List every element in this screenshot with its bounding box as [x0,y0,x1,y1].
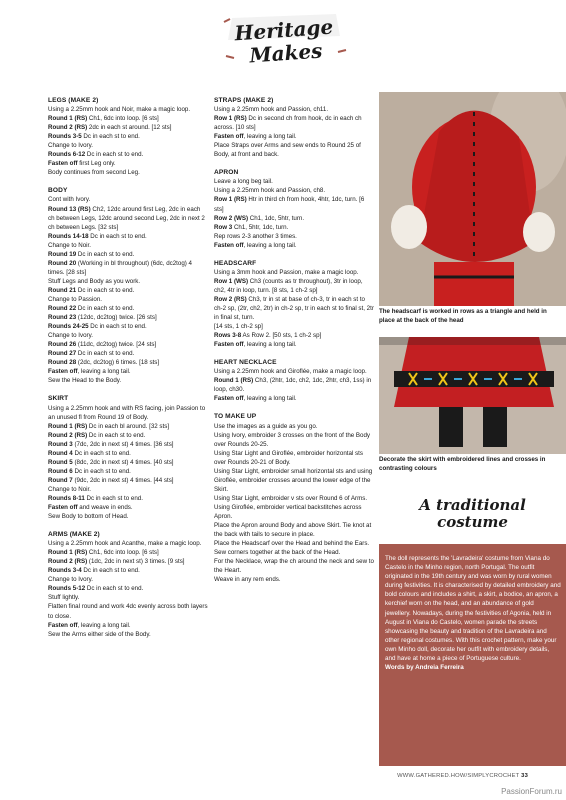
instruction-text: Dc in each st to end. [76,305,135,313]
instruction-line [48,295,208,304]
instruction-line [48,250,208,259]
instruction-text: Dc in each st to end. [81,133,140,141]
section-heading: STRAPS (MAKE 2) [214,97,274,104]
instruction-step-label: Round 3 [48,440,73,448]
doll-skirt-photo [379,337,566,454]
instruction-text: Stuff lightly. [48,594,80,602]
instruction-step-label: Rounds 8-11 [48,494,85,502]
instruction-line [48,367,208,376]
instruction-line [214,186,374,195]
instruction-line [214,539,374,557]
instruction-text: (8dc, 2dc in next st) 4 times. [40 sts] [72,458,174,466]
instruction-step-label: Rounds 5-12 [48,585,86,593]
feature-title-line2: costume [437,513,508,531]
instruction-text: , leaving a long tail. [243,133,297,141]
instruction-step-label: Round 2 (RS) [48,558,88,566]
page-number: 33 [521,773,528,779]
instruction-line [48,602,208,620]
instruction-line [48,376,208,385]
instruction-line [48,467,208,476]
instruction-line [48,322,208,331]
instruction-text: first Leg only. [77,160,116,168]
instruction-line [48,349,208,358]
instruction-text: (1dc, 2dc in next st) 3 times. [9 sts] [87,558,185,566]
instruction-step-label: Round 20 [48,259,77,267]
instruction-step-label: Rounds 3-4 [48,567,82,575]
instruction-step-label: Rows 3-8 [214,332,242,340]
instruction-step-label: Round 6 [48,467,73,475]
instruction-text: Sew the Arms either side of the Body. [48,630,151,638]
instruction-text: Ch3 (counts as tr throughout), 3tr in loop, ch2, 4tr in loop, turn. [8 sts, 1 ch-2 sp] [214,277,363,294]
page-footer [397,773,528,779]
instruction-text: Using a 3mm hook and Passion, make a magic loop. [214,268,359,276]
instruction-line [214,232,374,241]
instruction-step-label: Row 2 (RS) [214,295,247,303]
instruction-step-label: Round 13 (RS) [48,205,91,213]
feature-title [379,490,566,542]
instruction-line [48,512,208,521]
instruction-step-label: Round 2 (RS) [48,124,88,132]
pattern-section [214,259,374,349]
instruction-text: Cont with Ivory. [48,196,91,204]
instruction-text: Dc in each st to end. [85,585,144,593]
instruction-text: Dc in each st to end. [76,286,135,294]
instruction-line [48,539,208,548]
instruction-text: , leaving a long tail. [243,241,297,249]
instruction-line [48,159,208,168]
instruction-line [214,223,374,232]
instruction-line [48,259,208,277]
instruction-line [48,476,208,485]
instruction-step-label: Rounds 6-12 [48,151,86,159]
instruction-step-label: Round 2 (RS) [48,431,88,439]
instruction-line [48,557,208,566]
instruction-text: Weave in any rem ends. [214,576,281,584]
instruction-step-label: Fasten off [48,621,78,629]
instruction-text: Using Star Light, embroider v sts over Round 6 of Arms. [214,494,368,502]
instruction-text: (9dc, 2dc in next st) 4 times. [44 sts] [72,476,174,484]
instruction-line [214,557,374,575]
instruction-line [48,313,208,322]
instruction-step-label: Round 5 [48,458,73,466]
instruction-line [48,566,208,575]
instruction-text: Dc in each st to end. [87,431,146,439]
instruction-text: Htr in third ch from hook, 4htr, 1dc, turn. [6 sts] [214,196,365,213]
instruction-step-label: Round 1 (RS) [214,377,254,385]
instruction-line [214,340,374,349]
instruction-line [48,232,208,241]
instruction-text: Ch3, tr in st at base of ch-3, tr in each st to ch-2 sp, (2tr, ch2, 2tr) in ch-2 sp, tr in each st to final st, 2tr in final st, turn. [214,295,374,322]
instruction-step-label: Round 26 [48,341,77,349]
instruction-line [214,431,374,449]
instruction-line [48,630,208,639]
instruction-step-label: Row 1 (WS) [214,277,249,285]
logo-line1: Heritage [233,14,334,46]
pattern-section [214,412,374,584]
instruction-line [214,367,374,376]
instruction-text: 2dc in each st around. [12 sts] [87,124,172,132]
instruction-line [48,621,208,630]
instruction-line [214,376,374,394]
instruction-line [48,494,208,503]
instruction-step-label: Round 1 (RS) [48,549,88,557]
instruction-line [48,150,208,159]
instruction-text: For the Necklace, wrap the ch around the neck and sew to the Heart. [214,558,374,575]
instruction-line [48,114,208,123]
instruction-line [214,503,374,521]
instruction-step-label: Round 1 (RS) [48,115,88,123]
section-heading: APRON [214,169,239,177]
instruction-line [214,214,374,223]
instruction-step-label: Row 3 [214,223,233,231]
instruction-text: Body continues from second Leg. [48,169,140,177]
feature-body-text: The doll represents the 'Lavradeira' costume from Viana do Castelo in the Minho region, north Portugal. The outfit originated in the 19th century and was worn by rural women during festivities. It is characterised by detailed embroidery and bold colours and includes a shirt, a skirt, a bodice, an apron, a kerchief worn on the head, and an abundance of gold jewellery. Nowadays, during the festivities of Agonia, held in August in Viana do Castelo, women parade the streets showcasing the beauty and tradition of the Lavradeira and other regional costumes. With this crochet pattern, make your own Minho doll, decorate her outfit with embroidery details, and have at home a piece of Portuguese culture. [385,555,561,663]
instruction-text: , leaving a long tail. [77,368,131,376]
instruction-text: (2dc, dc2tog) 6 times. [18 sts] [76,359,160,367]
instruction-line [214,105,374,114]
instruction-line [48,503,208,512]
instruction-line [48,422,208,431]
instruction-text: Ch1, 6dc into loop. [6 sts] [87,115,159,123]
instruction-text: Using a 2.25mm hook and Passion, ch8. [214,187,326,195]
instruction-text: Using a 2.25mm hook and with RS facing, join Passion to an unused fl from Round 19 of Body. [48,404,206,421]
instruction-line [214,268,374,277]
instruction-text: Using a 2.25mm hook and Acanthe, make a magic loop. [48,540,202,548]
instruction-line [48,195,208,204]
instruction-line [48,449,208,458]
instruction-text: Change to Passion. [48,295,103,303]
instruction-step-label: Round 21 [48,286,77,294]
instruction-line [214,322,374,331]
feature-byline: Words by Andreia Ferreira [385,664,464,672]
instruction-line [48,277,208,286]
instruction-line [48,548,208,557]
instruction-text: Using a 2.25mm hook and Noir, make a magic loop. [48,106,191,114]
instruction-line [214,141,374,159]
instruction-text: Change to Ivory. [48,576,93,584]
instruction-text: Dc in each st to end. [88,232,147,240]
instruction-text: Ch1, 1dc, 5htr, turn. [248,214,305,222]
instruction-text: (12dc, dc2tog) twice. [26 sts] [76,314,157,322]
instruction-text: Using Giroflée, embroider vertical backstitches across Apron. [214,503,362,520]
instruction-step-label: Round 22 [48,305,77,313]
instruction-text: Dc in second ch from hook, dc in each ch across. [10 sts] [214,115,362,132]
instruction-line [214,575,374,584]
instruction-text: As Row 2. [50 sts, 1 ch-2 sp] [241,332,322,340]
instruction-text: Dc in each st to end. [81,567,140,575]
instruction-line [48,286,208,295]
instruction-line [48,440,208,449]
instruction-line [214,132,374,141]
instruction-text: Using Star Light and Giroflée, embroider horizontal sts over Rounds 20-21 of Body. [214,449,363,466]
instruction-text: Dc in each bl around. [32 sts] [87,422,170,430]
instruction-line [48,168,208,177]
instruction-text: Ch2, 12dc around first Leg, 2dc in each ch between Legs, 12dc around second Leg, 2dc in next 2 ch between Legs. [32 sts] [48,205,205,231]
section-heading: SKIRT [48,395,69,403]
instruction-text: Dc in each st to end. [88,323,147,331]
instruction-text: Ch1, 5htr, 1dc, turn. [232,223,289,231]
instruction-line [48,575,208,584]
instruction-step-label: Round 23 [48,314,77,322]
instruction-text: Place the Apron around Body and above Skirt. Tie knot at the back with tails to secure in place. [214,522,372,539]
instruction-text: Dc in each st to end. [84,494,143,502]
instruction-line [48,340,208,349]
instruction-step-label: Round 19 [48,250,77,258]
instruction-line [214,331,374,340]
instruction-step-label: Fasten off [48,160,78,168]
logo-line2: Makes [248,38,324,68]
instruction-line [48,241,208,250]
instruction-line [48,132,208,141]
footer-url: WWW.GATHERED.HOW/SIMPLYCROCHET [397,773,520,779]
section-heading: HEADSCARF [214,259,257,267]
instruction-line [48,458,208,467]
instruction-line [214,195,374,213]
instruction-text: Place the Headscarf over the Head and behind the Ears. Sew corners together at the back of the Head. [214,540,370,557]
pattern-section [214,168,374,249]
feature-title-line1: A traditional [419,496,526,514]
instruction-text: Sew the Head to the Body. [48,377,122,385]
instruction-step-label: Round 4 [48,449,73,457]
instruction-line [214,277,374,295]
section-heading: HEART NECKLACE [214,359,277,367]
instruction-step-label: Fasten off [214,395,244,403]
instruction-text: Sew Body to bottom of Head. [48,513,129,521]
instruction-line [214,241,374,250]
instruction-step-label: Row 1 (RS) [214,196,247,204]
instruction-line [48,123,208,132]
section-heading: ARMS (MAKE 2) [48,531,100,539]
instruction-line [214,295,374,322]
instruction-line [48,304,208,313]
instruction-line [214,494,374,503]
pattern-column-left [48,96,208,648]
section-heading: TO MAKE UP [214,413,257,421]
instruction-step-label: Round 28 [48,359,77,367]
instruction-text: Using Star Light, embroider small horizontal sts and using Giroflée, embroider crosses around the lower edge of the Skirt. [214,467,373,493]
pattern-section [48,530,208,639]
instruction-step-label: Fasten off [48,504,78,512]
instruction-text: (11dc, dc2tog) twice. [24 sts] [76,341,157,349]
instruction-text: Using Ivory, embroider 3 crosses on the front of the Body over Rounds 20-25. [214,431,371,448]
instruction-line [48,141,208,150]
instruction-line [48,358,208,367]
instruction-step-label: Fasten off [48,368,78,376]
instruction-line [48,584,208,593]
instruction-text: [14 sts, 1 ch-2 sp] [214,323,263,331]
instruction-line [48,404,208,422]
instruction-text: Change to Ivory. [48,142,93,150]
instruction-line [48,593,208,602]
instruction-text: Change to Ivory. [48,332,93,340]
pattern-column-middle [214,96,374,593]
instruction-text: Change to Noir. [48,241,91,249]
instruction-step-label: Fasten off [214,341,244,349]
instruction-text: (7dc, 2dc in next st) 4 times. [36 sts] [72,440,174,448]
heritage-makes-logo [214,12,354,70]
instruction-text: Dc in each st to end. [72,449,131,457]
pattern-section [214,96,374,159]
instruction-line [48,431,208,440]
instruction-line [48,485,208,494]
instruction-step-label: Round 7 [48,476,73,484]
instruction-line [48,331,208,340]
photo-caption-2: Decorate the skirt with embroidered lines and crosses in contrasting colours [379,456,546,472]
instruction-text: Dc in each st to end. [72,467,131,475]
instruction-text: Stuff Legs and Body as you work. [48,277,141,285]
instruction-step-label: Row 1 (RS) [214,115,247,123]
instruction-text: Use the images as a guide as you go. [214,422,318,430]
instruction-step-label: Rounds 24-25 [48,323,89,331]
feature-body [385,554,561,672]
instruction-text: , leaving a long tail. [243,395,297,403]
instruction-text: (Working in bl throughout) (6dc, dc2tog) 4 times. [28 sts] [48,259,192,276]
instruction-text: Place Straps over Arms and sew ends to Round 25 of Body, at front and back. [214,142,361,159]
instruction-text: Change to Noir. [48,485,91,493]
instruction-text: Ch1, 6dc into loop. [6 sts] [87,549,159,557]
instruction-text: Using a 2.25mm hook and Giroflée, make a magic loop. [214,368,367,376]
instruction-line [214,449,374,467]
instruction-text: Using a 2.25mm hook and Passion, ch11. [214,106,329,114]
instruction-line [214,521,374,539]
section-heading: BODY [48,187,68,195]
pattern-section [48,186,208,385]
instruction-text: , leaving a long tail. [77,621,131,629]
instruction-line [214,394,374,403]
instruction-text: Rep rows 2-3 another 3 times. [214,232,297,240]
pattern-section [48,394,208,521]
instruction-step-label: Row 2 (WS) [214,214,249,222]
instruction-step-label: Rounds 14-18 [48,232,89,240]
instruction-step-label: Round 27 [48,350,77,358]
instruction-step-label: Fasten off [214,133,244,141]
instruction-line [214,177,374,186]
instruction-text: , leaving a long tail. [243,341,297,349]
instruction-text: Leave a long beg tail. [214,178,273,186]
instruction-line [214,114,374,132]
section-heading: LEGS (MAKE 2) [48,97,99,104]
instruction-step-label: Fasten off [214,241,244,249]
instruction-text: Dc in each st to end. [76,350,135,358]
instruction-text: Dc in each st to end. [85,151,144,159]
instruction-step-label: Rounds 3-5 [48,133,82,141]
pattern-section [214,358,374,403]
photo-caption-1: The headscarf is worked in rows as a triangle and held in place at the back of the head [379,308,547,324]
instruction-line [48,105,208,114]
pattern-section [48,96,208,177]
instruction-line [214,422,374,431]
instruction-text: Flatten final round and work 4dc evenly across both layers to close. [48,603,208,620]
instruction-step-label: Round 1 (RS) [48,422,88,430]
instruction-line [48,205,208,232]
watermark: PassionForum.ru [501,787,562,796]
instruction-text: Ch3, (2htr, 1dc, ch2, 1dc, 2htr, ch3, 1ss) in loop, ch30. [214,377,372,394]
instruction-text: Dc in each st to end. [76,250,135,258]
instruction-text: and weave in ends. [77,504,133,512]
feature-box [379,544,566,766]
doll-headscarf-photo [379,92,566,306]
instruction-line [214,467,374,494]
